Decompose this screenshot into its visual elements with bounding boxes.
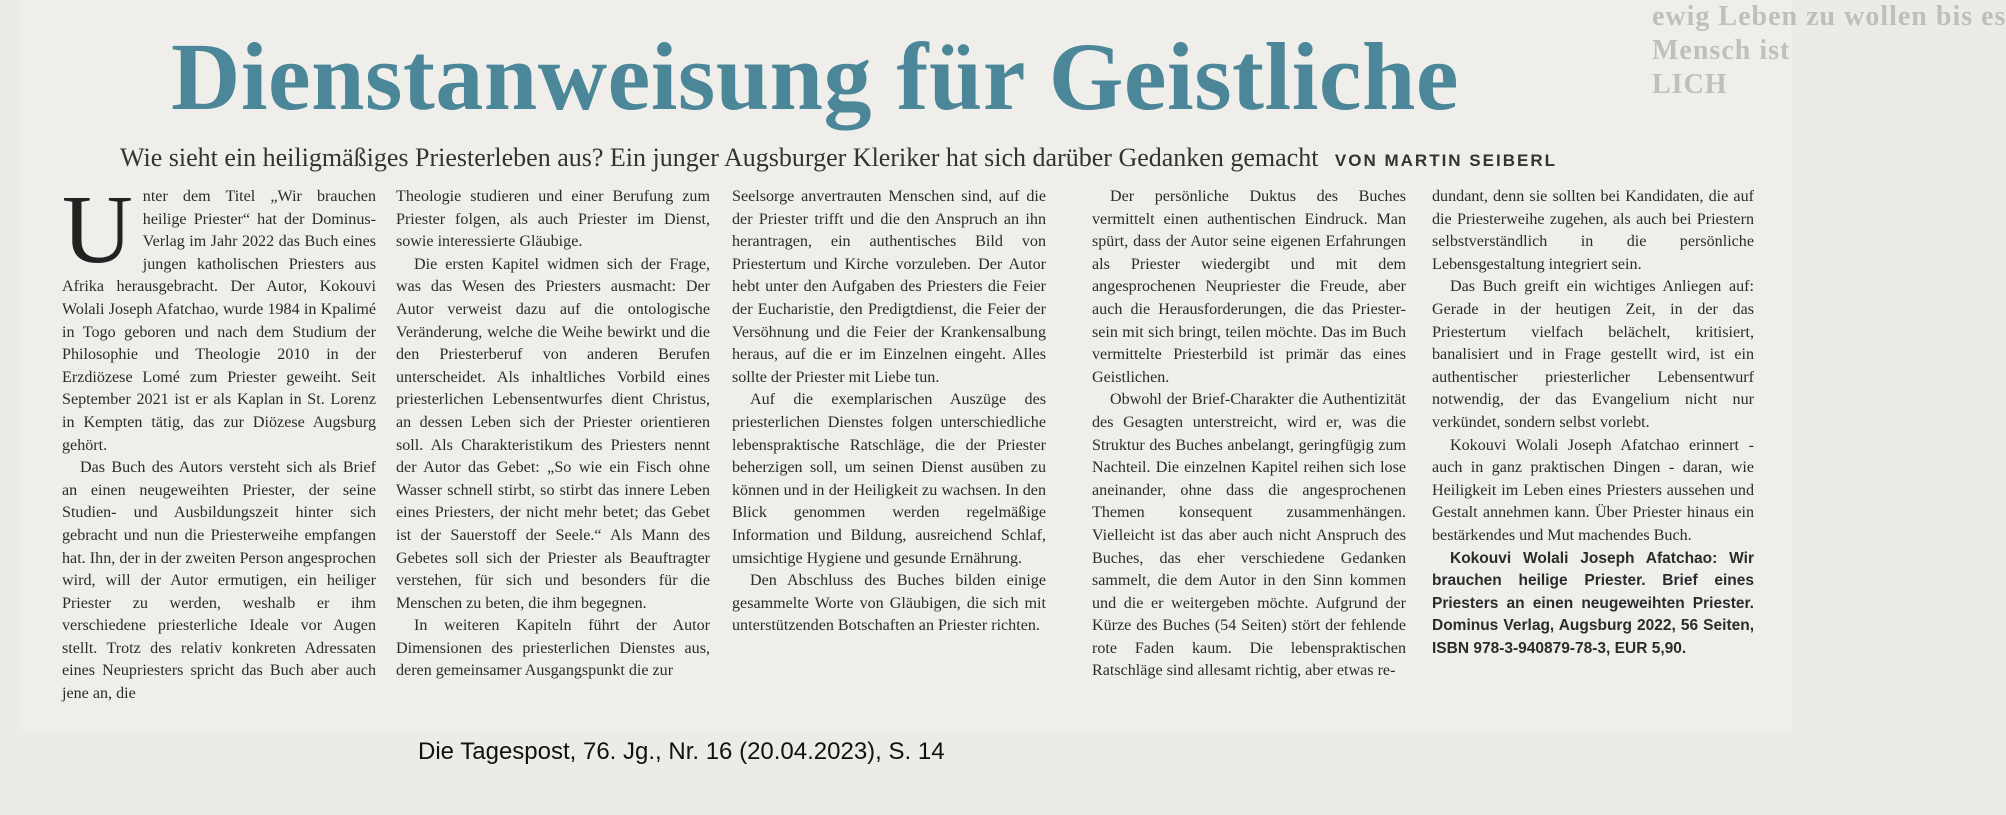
adjacent-article-fragment bbox=[1652, 0, 2006, 150]
paragraph: Obwohl der Brief-Charakter die Authentizität des Gesagten unterstreicht, wird er, was die Struktur des Buches anbelangt, geringfügig zum Nachteil. Die einzelnen Kapitel reihen sich lose aneinander, ohne dass die angesprochenen Themen konsequent zusammenhängen. Vielleicht ist das aber auch nicht Anspruch des Buches, das eher verschiedene Gedanken sammelt, die dem Autor in den Sinn kommen und die er weitergeben möchte. Aufgrund der Kürze des Buches (54 Seiten) stört der fehlende rote Faden kaum. Die lebenspraktischen Ratschläge sind allesamt richtig, aber etwas re- bbox=[1092, 391, 1406, 680]
article-body bbox=[62, 176, 1786, 704]
paragraph: Der persönliche Duktus des Buches vermittelt einen authentischen Eindruck. Man spürt, dass der Autor seine eigenen Erfahrungen als Priester wiedergibt und mit dem angesprochenen Neupriester die Freude, aber auch die Herausforderungen, die das Priester-sein mit sich bringt, teilen möchte. Das im Buch vermittelte Priesterbild ist primär das eines Geistlichen. bbox=[1092, 188, 1406, 386]
paragraph: Kokouvi Wolali Joseph Afatchao erinnert - auch in ganz praktischen Dingen - daran, wie Heiligkeit im Leben eines Priesters aussehen und Gestalt annehmen kann. Über Priester hinaus ein bestärkendes und Mut machendes Buch. bbox=[1432, 436, 1754, 544]
book-info: Kokouvi Wolali Joseph Afatchao: Wir brauchen heilige Priester. Brief eines Priesters an einen neugeweihten Priester. Dominus Verlag, Augsburg 2022, 56 Seiten, ISBN 978-3-940879-78-3, EUR 5,90. bbox=[1432, 549, 1754, 657]
column-3 bbox=[732, 186, 1046, 638]
paragraph: Auf die exemplarischen Auszüge des priesterlichen Dienstes folgen unterschiedliche lebenspraktische Ratschläge, die der Priester beherzigen soll, um seinen Dienst ausüben zu können und in der Heiligkeit zu wachsen. In den Blick genommen werden regelmäßige Information und Bildung, ausreichend Schlaf, umsichtige Hygiene und gesunde Ernährung. bbox=[732, 391, 1046, 567]
subheadline-text: Wie sieht ein heiligmäßiges Priesterleben aus? Ein junger Augsburger Kleriker hat sich darüber Gedanken gemacht bbox=[120, 143, 1319, 172]
paragraph bbox=[62, 176, 376, 457]
paragraph: Das Buch des Autors versteht sich als Brief an einen neugeweihten Priester, der seine Studien- und Ausbildungszeit hinter sich gebracht und nun die Priesterweihe empfangen hat. Ihn, der in der zweiten Person angesprochen wird, will der Autor ermutigen, ein heiliger Priester zu werden, weshalb er ihm verschiedene priesterliche Ideale vor Augen stellt. Trotz des relativ konkreten Adressaten eines Neupriesters spricht das Buch aber auch jene an, die bbox=[62, 459, 376, 703]
fragment-line: LICH bbox=[1652, 69, 1728, 100]
column-5 bbox=[1432, 186, 1754, 660]
paragraph: Die ersten Kapitel widmen sich der Frage, was das Wesen des Priesters ausmacht: Der Autor verweist dazu auf die ontologische Veränderung, welche die Weihe bewirkt und die den Priesterberuf von anderen Berufen unterscheidet. Als inhaltliches Vorbild eines priesterlichen Lebensentwurfes dient Christus, an dessen Leben sich der Priester orientieren soll. Als Charakteristikum des Priesters nennt der Autor das Gebet: „So wie ein Fisch ohne Wasser schnell stirbt, so stirbt das innere Leben eines Priesters, der nicht mehr betet; das Gebet ist der Sauerstoff der Seele.“ Als Mann des Gebetes soll sich der Priester als Beauftragter verstehen, für sich und besonders für die Menschen zu beten, die ihm begegnen. bbox=[396, 255, 710, 612]
paragraph: dundant, denn sie sollten bei Kandidaten, die auf die Priesterweihe zugehen, als auch bei Priestern selbstverständlich in die persönliche Lebensgestaltung integriert sein. bbox=[1432, 188, 1754, 273]
column-2 bbox=[396, 186, 710, 683]
fragment-line: Mensch ist bbox=[1652, 35, 1791, 66]
paragraph: In weiteren Kapiteln führt der Autor Dimensionen des priesterlichen Dienstes aus, deren gemeinsamer Ausgangspunkt die zur bbox=[396, 617, 710, 680]
fragment-line: ewig Leben zu wollen bis es bbox=[1652, 1, 2006, 32]
column-4 bbox=[1092, 186, 1406, 683]
subheadline bbox=[120, 140, 1720, 180]
paragraph: Theologie studieren und einer Berufung zum Priester folgen, als auch Priester im Dienst, sowie interessierte Gläubige. bbox=[396, 188, 710, 251]
paragraph: Den Abschluss des Buches bilden einige gesammelte Worte von Gläubigen, die sich mit unterstützenden Botschaften an Priester richten. bbox=[732, 572, 1046, 635]
drop-cap: U bbox=[62, 176, 133, 284]
headline: Dienstanweisung für Geistliche bbox=[171, 23, 1459, 130]
column-1 bbox=[62, 176, 376, 706]
paragraph: Das Buch greift ein wichtiges Anliegen auf: Gerade in der heutigen Zeit, in der das Priestertum vielfach belächelt, kritisiert, banalisiert und in Frage gestellt wird, ist ein authentischer priesterlicher Lebensentwurf notwendig, der das Evangelium nicht nur verkündet, sondern selbst vorlebt. bbox=[1432, 278, 1754, 431]
source-citation: Die Tagespost, 76. Jg., Nr. 16 (20.04.2023), S. 14 bbox=[418, 738, 945, 765]
paragraph: Seelsorge anvertrauten Menschen sind, auf die der Priester trifft und die den Anspruch an ihn herantragen, ein authentisches Bild von Priestertum und Kirche vorzuleben. Der Autor hebt unter den Aufgaben des Priesters die Feier der Eucharistie, den Predigtdienst, die Feier der Versöhnung und die Feier der Krankensalbung heraus, auf die er im Einzelnen eingeht. Alles sollte der Priester mit Liebe tun. bbox=[732, 188, 1046, 386]
newspaper-clipping bbox=[20, 0, 2006, 730]
paragraph-text: nter dem Titel „Wir brauchen heilige Priester“ hat der Dominus-Verlag im Jahr 2022 das Buch eines jungen katholischen Priesters aus Afrika herausgebracht. Der Autor, Kokouvi Wolali Joseph Afatchao, wurde 1984 in Kpalimé in Togo geboren und nach dem Studium der Philosophie und Theologie 2010 in der Erzdiözese Lomé zum Priester geweiht. Seit September 2021 ist er als Kaplan in St. Lorenz in Kempten tätig, das zur Diözese Augsburg gehört. bbox=[62, 188, 376, 454]
byline: VON MARTIN SEIBERL bbox=[1334, 151, 1557, 170]
